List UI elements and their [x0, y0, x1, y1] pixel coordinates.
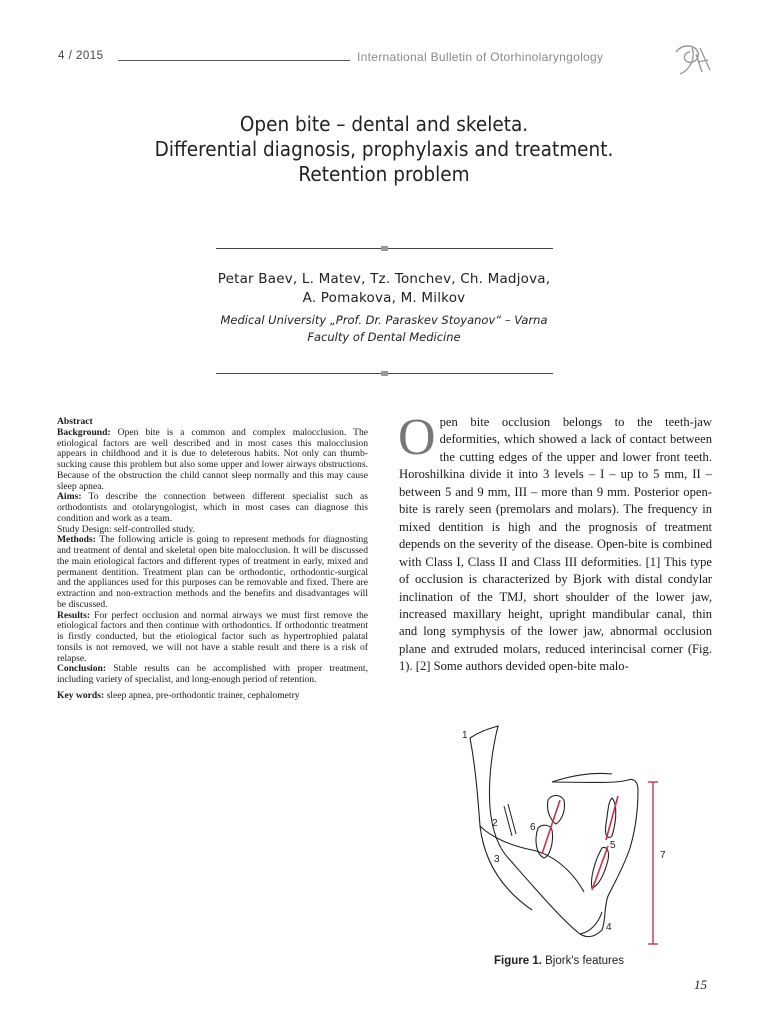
affiliation [84, 312, 684, 346]
abstract-results: Results: For perfect occlusion and normal airways we must first remove the etiological factors and then continue with orthodontics. If orthodontic treatment is firstly conducted, but the etiological factor such as hypertrophied palatal tonsils is not removed, we will not have a stable result and there is a risk of relapse. [57, 609, 368, 664]
separator-bottom-marker [381, 371, 388, 376]
authors-line-1: Petar Baev, L. Matev, Tz. Tonchev, Ch. Madjova, [217, 271, 551, 287]
skull-outline [470, 738, 532, 910]
figure-bjork-features [452, 720, 672, 952]
drop-cap: O [398, 409, 436, 466]
abstract-heading: Abstract [57, 416, 93, 427]
figure-caption: Figure 1. Bjork's features [494, 955, 625, 967]
abstract-keywords: Key words: sleep apnea, pre-orthodontic trainer, cephalometry [57, 689, 300, 701]
title-line-2: Differential diagnosis, prophylaxis and treatment. [154, 137, 614, 161]
figure-label-2: 2 [492, 818, 498, 829]
separator-top-marker [381, 246, 388, 251]
journal-logo-icon [672, 38, 714, 80]
abstract-methods: Methods: The following article is going to represent methods for diagnosting and treatment of dental and skeletal open bite malocclusion. It will be discussed the main etiological factors and different types of treatment in early, mixed and permanent dentition. Treatment plan can be orthodontic, orthodontic-surgical and the appliances used for this purposes can be removable and fixed. There are extraction and non-extraction methods and the benefits and disadvantages will be discussed. [57, 534, 368, 610]
mandibular-canal-line [504, 806, 512, 836]
abstract-study-design: Study Design: self-controlled study. [57, 523, 195, 535]
header-rule [118, 60, 350, 61]
journal-name: International Bulletin of Otorhinolaryngology [357, 50, 604, 64]
page-number: 15 [694, 977, 707, 992]
upper-incisor [605, 798, 615, 838]
article-title [114, 112, 654, 187]
abstract-block [57, 417, 368, 702]
figure-label-7: 7 [660, 850, 666, 861]
body-paragraph [398, 409, 712, 676]
upper-incisor-axis [606, 796, 618, 840]
title-line-3: Retention problem [298, 162, 470, 186]
affiliation-line-2: Faculty of Dental Medicine [307, 330, 461, 344]
authors-line-2: A. Pomakova, M. Milkov [302, 290, 466, 306]
title-line-1: Open bite – dental and skeleta. [239, 112, 529, 136]
figure-label-6: 6 [530, 822, 536, 833]
figure-label-5: 5 [610, 840, 616, 851]
abstract-aims: Aims: To describe the connection between different specialist such as orthodontists and otolaryngologist, which in most cases can diagnose this condition and work as a team. [57, 491, 368, 524]
body-text: pen bite occlusion belongs to the teeth-jaw deformities, which showed a lack of contact between the cutting edges of the upper and lower front teeth. Horoshilkina divide it into 3 levels – I – up to 5 mm, II – between 5 and 9 mm, III – more than 9 mm. Posterior open-bite is rarely seen (premolars and molars). The frequency in mixed dentition is high and the prognosis of treatment depends on the severity of the disease. Open-bite is combined with Class I, Class II and Class III deformities. [1] This type of occlusion is characterized by Bjork with distal condylar inclination of the TMJ, short shoulder of the lower jaw, increased maxillary height, upright mandibular canal, thin and long symphysis of the lower jaw, abnormal occlusion plane and extruded molars, reduced interincisal corner (Fig. 1). [2] Some authors devided open-bite malo- [399, 415, 712, 674]
issue-number: 4 / 2015 [58, 50, 104, 62]
figure-label-1: 1 [462, 730, 468, 741]
chin-outline [580, 912, 602, 934]
author-list [84, 270, 684, 308]
figure-label-4: 4 [606, 922, 612, 933]
mandibular-canal-line [508, 804, 516, 834]
affiliation-line-1: Medical University „Prof. Dr. Paraskev Stoyanov“ – Varna [220, 313, 548, 327]
abstract-conclusion: Conclusion: Stable results can be accomplished with proper treatment, including variety of specialist, and long-enough period of retention. [57, 663, 368, 685]
abstract-background: Background: Open bite is a common and complex malocclusion. The etiological factors are well described and in most cases this malocclusion appears in childhood and it is due to deleterous habits. Not only can thumb-sucking cause this problem but also some upper and lower airways obstructions. Because of the obstruction the child cannot sleep normally and this may cause sleep apnea. [57, 426, 369, 492]
figure-label-3: 3 [494, 854, 500, 865]
